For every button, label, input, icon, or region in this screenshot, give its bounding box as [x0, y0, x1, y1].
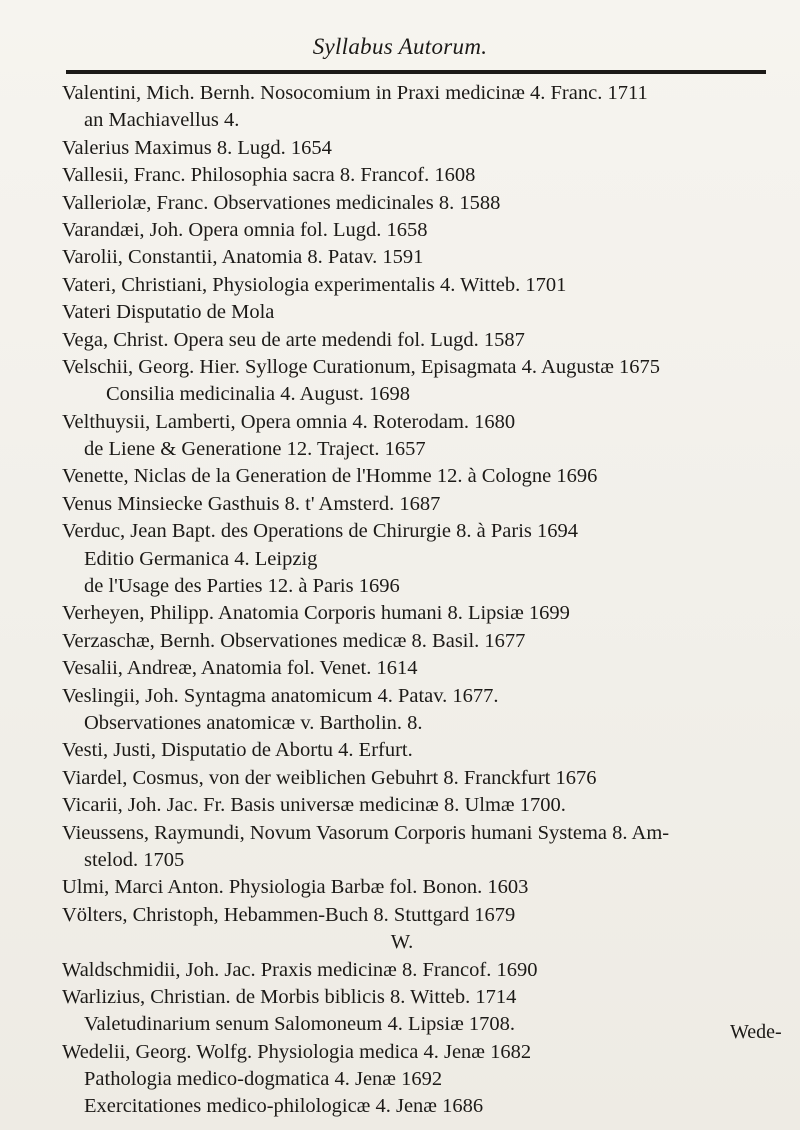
entry-line: Vateri, Christiani, Physiologia experimentalis 4. Witteb. 1701	[62, 273, 567, 296]
catchword: Wede-	[730, 1021, 782, 1043]
entry-line: Viardel, Cosmus, von der weiblichen Gebuhrt 8. Franckfurt 1676	[62, 766, 597, 789]
header-rule	[66, 70, 766, 74]
entry-line: Varandæi, Joh. Opera omnia fol. Lugd. 1658	[62, 218, 428, 241]
entry-line: Vieussens, Raymundi, Novum Vasorum Corporis humani Systema 8. Am-	[62, 821, 670, 844]
entry-line: Völters, Christoph, Hebammen-Buch 8. Stuttgard 1679	[62, 903, 516, 926]
entry-line: Verduc, Jean Bapt. des Operations de Chirurgie 8. à Paris 1694	[62, 520, 578, 543]
entry-line: Verheyen, Philipp. Anatomia Corporis humani 8. Lipsiæ 1699	[62, 602, 570, 625]
entry-line: Consilia medicinalia 4. August. 1698	[106, 383, 411, 406]
entry-line: Valentini, Mich. Bernh. Nosocomium in Praxi medicinæ 4. Franc. 1711	[62, 82, 648, 104]
entry-line: Exercitationes medico-philologicæ 4. Jenæ 1686	[84, 1095, 484, 1118]
entry-line: Vega, Christ. Opera seu de arte medendi fol. Lugd. 1587	[62, 328, 525, 351]
entry-line: Valleriolæ, Franc. Observationes medicinales 8. 1588	[62, 191, 501, 214]
page-header: Syllabus Autorum.	[312, 34, 488, 59]
entry-line: Warlizius, Christian. de Morbis biblicis 8. Witteb. 1714	[62, 985, 517, 1008]
entry-line: Vateri Disputatio de Mola	[62, 301, 275, 324]
entry-line: W.	[390, 931, 414, 954]
entry-line: Velthuysii, Lamberti, Opera omnia 4. Roterodam. 1680	[62, 410, 516, 433]
entry-line: Vesti, Justi, Disputatio de Abortu 4. Erfurt.	[62, 739, 413, 762]
entry-line: Varolii, Constantii, Anatomia 8. Patav. 1591	[62, 246, 424, 269]
entry-line: Velschii, Georg. Hier. Sylloge Curationum, Episagmata 4. Augustæ 1675	[62, 355, 661, 378]
entry-line: Wedelii, Georg. Wolfg. Physiologia medica 4. Jenæ 1682	[62, 1040, 532, 1063]
entry-line: de Liene & Generatione 12. Traject. 1657	[84, 438, 426, 461]
author-entries-list	[62, 80, 782, 1121]
entry-line: Vesalii, Andreæ, Anatomia fol. Venet. 1614	[62, 657, 418, 680]
entry-line: Editio Germanica 4. Leipzig	[84, 547, 318, 570]
entry-line: Veslingii, Joh. Syntagma anatomicum 4. Patav. 1677.	[62, 684, 499, 707]
entry-line: Ulmi, Marci Anton. Physiologia Barbæ fol. Bonon. 1603	[62, 876, 529, 899]
entry-line: Venus Minsiecke Gasthuis 8. t' Amsterd. 1687	[62, 492, 441, 515]
entry-line: Waldschmidii, Joh. Jac. Praxis medicinæ 8. Francof. 1690	[62, 958, 538, 981]
entry-line: Valerius Maximus 8. Lugd. 1654	[62, 136, 332, 159]
entry-line: de l'Usage des Parties 12. à Paris 1696	[84, 575, 400, 598]
entry-line: Vicarii, Joh. Jac. Fr. Basis universæ medicinæ 8. Ulmæ 1700.	[62, 794, 566, 817]
entry-line: an Machiavellus 4.	[84, 109, 240, 132]
entry-line: Venette, Niclas de la Generation de l'Homme 12. à Cologne 1696	[62, 465, 598, 488]
entry-line: Observationes anatomicæ v. Bartholin. 8.	[84, 711, 423, 734]
entry-line: Vallesii, Franc. Philosophia sacra 8. Francof. 1608	[62, 164, 476, 187]
entry-line: stelod. 1705	[84, 848, 185, 871]
entry-line: Verzaschæ, Bernh. Observationes medicæ 8. Basil. 1677	[62, 629, 526, 652]
entry-line: Valetudinarium senum Salomoneum 4. Lipsiæ 1708.	[84, 1013, 516, 1036]
entry-line: Pathologia medico-dogmatica 4. Jenæ 1692	[84, 1068, 443, 1091]
